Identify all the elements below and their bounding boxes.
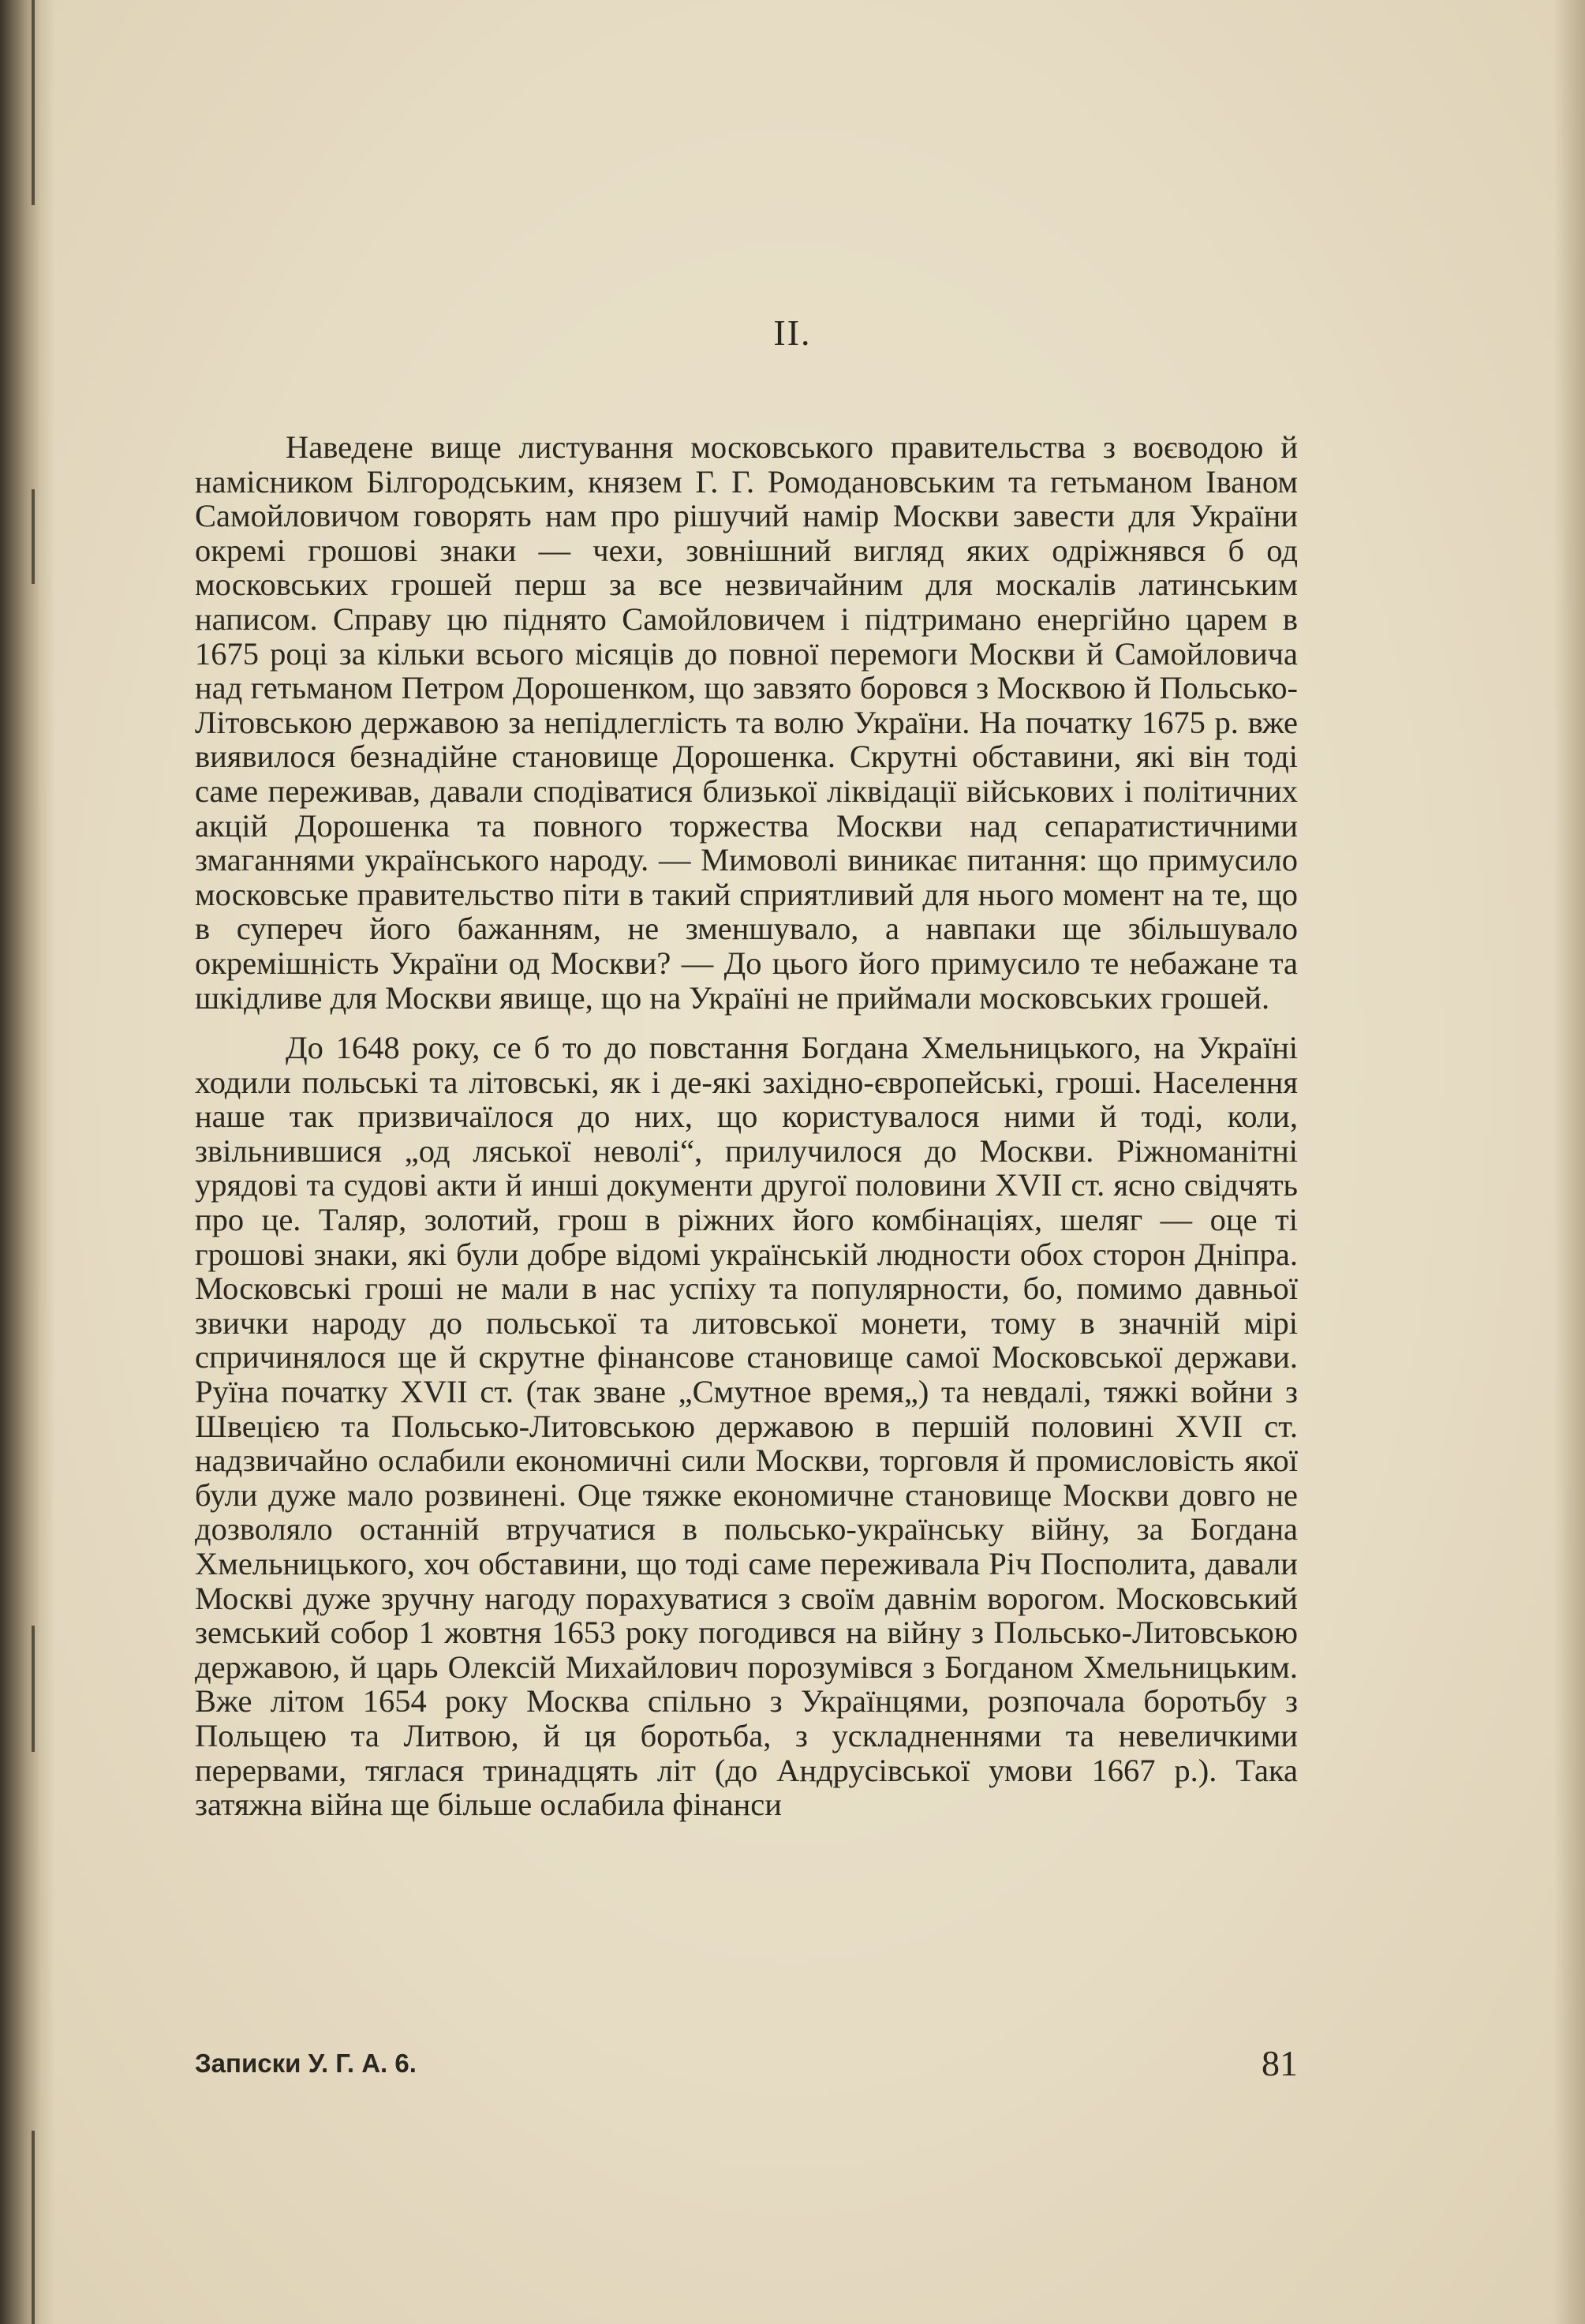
footer-signature: Записки У. Г. А. 6.: [195, 2049, 417, 2078]
body-text: [195, 430, 1298, 1822]
section-heading: II.: [773, 312, 812, 353]
binding-edge-mark: [32, 2131, 35, 2324]
binding-edge-mark: [32, 489, 35, 584]
binding-edge-mark: [32, 1626, 35, 1752]
page-number: 81: [1262, 2043, 1298, 2083]
binding-edge-mark: [32, 0, 35, 205]
paragraph: Наведене вище листування московського правительства з воєводою й намісником Білгородським, князем Г. Г. Ромодановським та гетьманом Іваном Самойловичом говорять нам про рішучий намір Москви завести для України окремі грошові знаки — чехи, зовнішний вигляд яких одріжнявся б од московських грошей перш за все незвичайним для москалів латинським написом. Справу цю піднято Самойловичем і підтримано енергійно царем в 1675 році за кільки всього місяців до повної перемоги Москви й Самойловича над гетьманом Петром Дорошенком, що завзято боровся з Москвою й Польсько-Літовською державою за непідлеглість та волю України. На початку 1675 р. вже виявилося безнадійне становище Дорошенка. Скрутні обставини, які він тоді саме переживав, давали сподіватися близької ліквідації військових і політичних акцій Дорошенка та повного торжества Москви над сепаратистичними змаганнями українського народу. — Мимоволі виникає питання: що примусило московське правительство піти в такий сприятливий для нього момент на те, що в супереч його бажанням, не зменшувало, а навпаки ще збільшувало окремішність України од Москви? — До цього його примусило те небажане та шкідливе для Москви явище, що на Україні не приймали московських грошей.: [195, 429, 1298, 1016]
paragraph: До 1648 року, се б то до повстання Богдана Хмельницького, на Україні ходили польські та літовські, як і де-які західно-європейські, гроші. Населення наше так призвичаїлося до них, що користувалося ними й тоді, коли, звільнившися „од ляської неволі“, прилучилося до Москви. Ріжноманітні урядові та судові акти й инші документи другої половини XVII ст. ясно свідчять про це. Таляр, золотий, грош в ріжних його комбінаціях, шеляг — оце ті грошові знаки, які були добре відомі українській людности обох сторон Дніпра. Московські гроші не мали в нас успіху та популярности, бо, помимо давньої звички народу до польської та литовської монети, тому в значній мірі спричинялося ще й скрутне фінансове становище самої Московської держави. Руїна початку XVII ст. (так зване „Смутное время„) та невдалі, тяжкі войни з Швецією та Польсько-Литовською державою в першій половині XVII ст. надзвичайно ослабили економичні сили Москви, торговля й промисловість якої були дуже мало розвинені. Оце тяжке економичне становище Москви довго не дозволяло останній втручатися в польсько-українську війну, за Богдана Хмельницького, хоч обставини, що тоді саме переживала Річ Посполита, давали Москві дуже зручну нагоду порахуватися з своїм давнім ворогом. Московський земський собор 1 жовтня 1653 року погодився на війну з Польсько-Литовською державою, й царь Олексій Михайлович порозумівся з Богданом Хмельницьким. Вже літом 1654 року Москва спільно з Українцями, розпочала боротьбу з Польщею та Литвою, й ця боротьба, з ускладненнями та невеличкими перервами, тяглася тринадцять літ (до Андрусівської умови 1667 р.). Така затяжна війна ще більше ослабила фінанси: [195, 1030, 1298, 1823]
